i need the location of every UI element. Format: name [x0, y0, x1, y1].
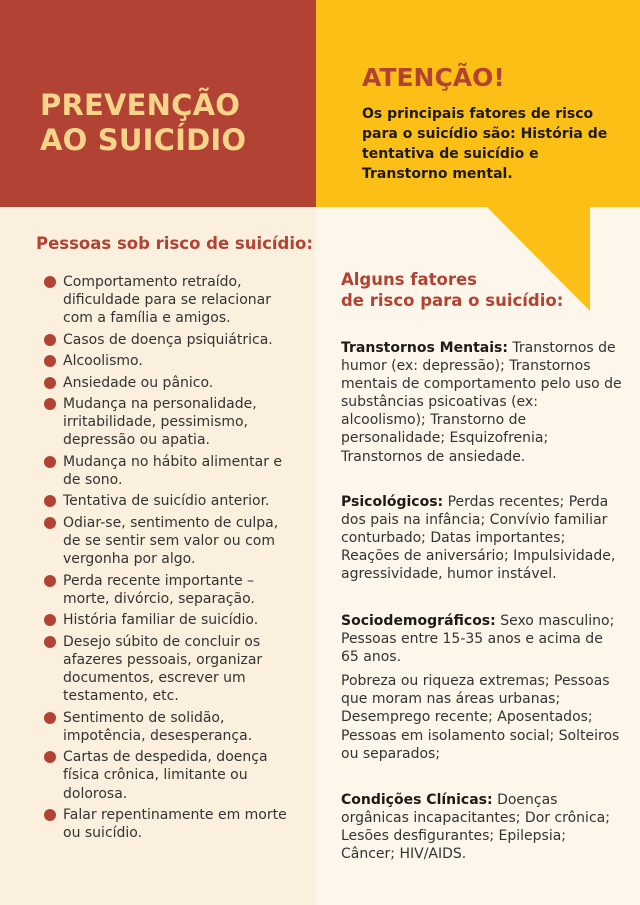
bullet-dot-icon	[44, 517, 56, 529]
bullet-dot-icon	[44, 377, 56, 389]
list-item-text: Mudança no hábito alimentar e de sono.	[63, 453, 283, 488]
bullet-dot-icon	[44, 575, 56, 587]
attention-heading: ATENÇÃO!	[362, 63, 505, 92]
list-item	[44, 273, 300, 328]
factor-text: Perdas recentes; Perda dos pais na infância; Convívio familiar conturbado; Datas importantes; Reações de aniversário; Impulsividade, agressividade, humor instável.	[341, 494, 616, 583]
list-item	[44, 453, 300, 489]
list-item-text: Desejo súbito de concluir os afazeres pessoais, organizar documentos, escrever um testamento, etc.	[63, 633, 263, 705]
factor-sociodemographic	[341, 612, 623, 763]
page-title-line-1: PREVENÇÃO	[40, 88, 241, 122]
list-item-text: Casos de doença psiquiátrica.	[63, 331, 273, 348]
bullet-dot-icon	[44, 809, 56, 821]
list-item	[44, 709, 300, 745]
factors-heading-line-2: de risco para o suicídio:	[341, 291, 564, 310]
list-item	[44, 514, 300, 569]
list-item	[44, 395, 300, 450]
factor-text-extra: Pobreza ou riqueza extremas; Pessoas que moram nas áreas urbanas; Desemprego recente; Aposentados; Pessoas em isolamento social; Solteiros ou separados;	[341, 673, 620, 762]
list-item	[44, 492, 300, 510]
list-item	[44, 611, 300, 629]
bullet-dot-icon	[44, 334, 56, 346]
bullet-dot-icon	[44, 355, 56, 367]
factor-clinical-conditions	[341, 791, 623, 863]
list-item	[44, 748, 300, 803]
list-item-text: Alcoolismo.	[63, 353, 143, 370]
factors-heading-line-1: Alguns fatores	[341, 270, 477, 289]
factor-label: Condições Clínicas:	[341, 792, 493, 808]
list-item	[44, 352, 300, 370]
risk-list	[44, 273, 300, 846]
list-item-text: História familiar de suicídio.	[63, 612, 259, 629]
bullet-dot-icon	[44, 636, 56, 648]
list-item	[44, 374, 300, 392]
factors-section-heading	[341, 269, 581, 311]
list-item-text: Perda recente importante – morte, divórcio, separação.	[63, 572, 255, 607]
factor-text: Doenças orgânicas incapacitantes; Dor crônica; Lesões desfigurantes; Epilepsia; Câncer; HIV/AIDS.	[341, 792, 610, 863]
page-title-line-2: AO SUICÍDIO	[40, 123, 247, 157]
risk-section-heading: Pessoas sob risco de suicídio:	[36, 234, 313, 253]
bullet-dot-icon	[44, 614, 56, 626]
bullet-dot-icon	[44, 751, 56, 763]
list-item	[44, 633, 300, 706]
bullet-dot-icon	[44, 276, 56, 288]
factor-text: Transtornos de humor (ex: depressão); Transtornos mentais de comportamento pelo uso de substâncias psicoativas (ex: alcoolismo); Transtorno de personalidade; Esquizofrenia; Transtornos de ansiedade.	[341, 340, 622, 465]
list-item-text: Cartas de despedida, doença física crônica, limitante ou dolorosa.	[63, 749, 268, 802]
list-item	[44, 331, 300, 349]
bullet-dot-icon	[44, 712, 56, 724]
list-item-text: Sentimento de solidão, impotência, desesperança.	[63, 709, 253, 744]
bullet-dot-icon	[44, 398, 56, 410]
bullet-dot-icon	[44, 495, 56, 507]
list-item-text: Comportamento retraído, dificuldade para se relacionar com a família e amigos.	[63, 274, 271, 327]
list-item-text: Mudança na personalidade, irritabilidade, pessimismo, depressão ou apatia.	[63, 395, 257, 449]
factor-label: Transtornos Mentais:	[341, 340, 508, 356]
list-item	[44, 572, 300, 608]
list-item	[44, 806, 300, 842]
factor-label: Sociodemográficos:	[341, 613, 496, 629]
bullet-dot-icon	[44, 456, 56, 468]
factor-text: Sexo masculino; Pessoas entre 15-35 anos e acima de 65 anos.	[341, 613, 615, 666]
list-item-text: Odiar-se, sentimento de culpa, de se sentir sem valor ou com vergonha por algo.	[63, 514, 279, 568]
attention-text: Os principais fatores de risco para o suicídio são: História de tentativa de suicídio e Transtorno mental.	[362, 106, 608, 182]
list-item-text: Ansiedade ou pânico.	[63, 374, 214, 391]
list-item-text: Falar repentinamente em morte ou suicídio.	[63, 806, 287, 842]
page-title	[40, 88, 300, 158]
factor-label: Psicológicos:	[341, 494, 444, 510]
factor-psychological	[341, 493, 623, 583]
factor-mental-disorders	[341, 339, 623, 466]
list-item-text: Tentativa de suicídio anterior.	[63, 493, 270, 510]
